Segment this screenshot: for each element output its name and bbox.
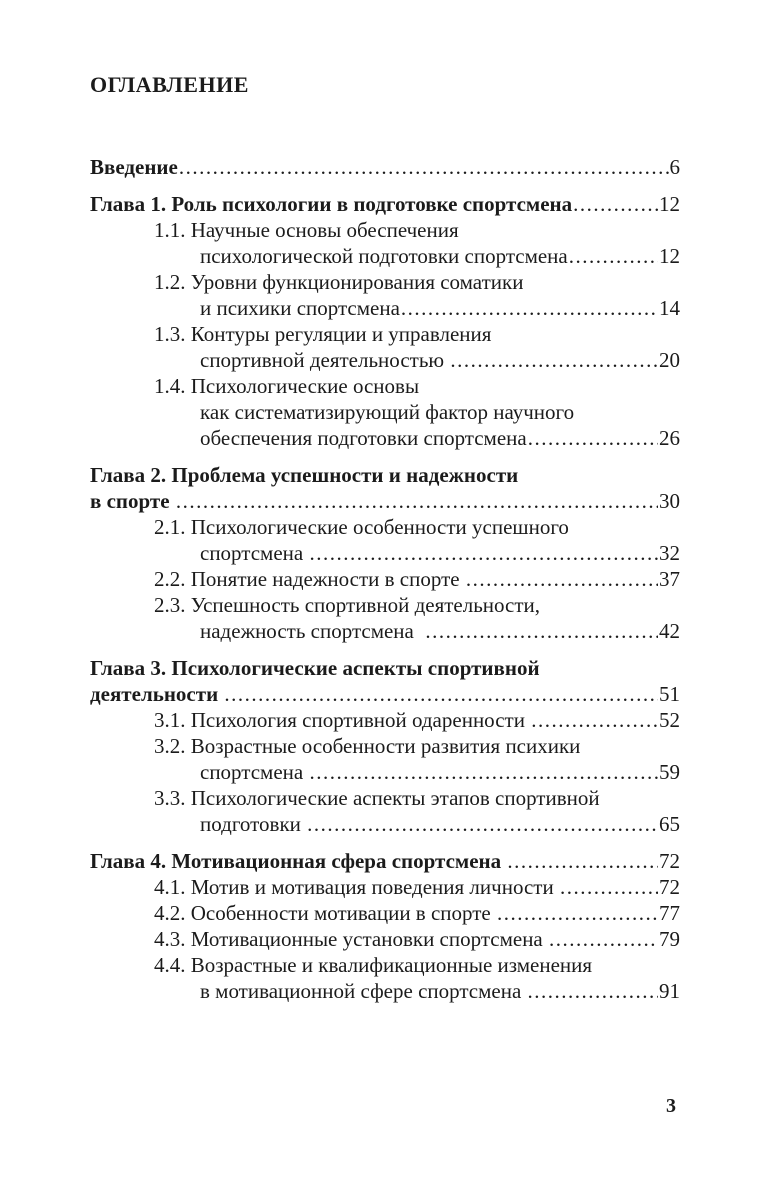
toc-entry (90, 269, 680, 321)
toc-entry-text: 1.3. Контуры регуляции и управления (154, 322, 492, 346)
toc-page-number: 6 (669, 155, 680, 179)
toc-entry (90, 566, 680, 592)
toc-entry (90, 952, 680, 1004)
toc-page-number: 72 (659, 875, 680, 899)
toc-entry (90, 707, 680, 733)
toc-entry-text: 3.1. Психология спортивной одаренности (154, 708, 531, 732)
toc-entry-text: деятельности (90, 682, 224, 706)
dot-leader (307, 811, 658, 837)
toc-entry-text: в спорте (90, 489, 175, 513)
toc-entry-text: 4.1. Мотив и мотивация поведения личности (154, 875, 559, 899)
toc-entry (90, 191, 680, 217)
toc-page-number: 30 (659, 489, 680, 513)
toc-entry (90, 655, 680, 707)
dot-leader (573, 191, 658, 217)
dot-leader (528, 978, 658, 1004)
toc-entry-text: Введение (90, 155, 178, 179)
dot-leader (528, 425, 658, 451)
toc-page-number: 42 (659, 619, 680, 643)
page-number: 3 (666, 1095, 676, 1117)
toc-page-number: 72 (659, 849, 680, 873)
toc-list (90, 154, 680, 1004)
dot-leader (425, 618, 658, 644)
toc-entry-text: 1.2. Уровни функционирования соматики (154, 270, 524, 294)
dot-leader (507, 848, 658, 874)
toc-page-number: 79 (659, 927, 680, 951)
toc-page-number: 32 (659, 541, 680, 565)
toc-page-number: 20 (659, 348, 680, 372)
toc-entry-text: подготовки (200, 812, 307, 836)
toc-entry (90, 462, 680, 514)
toc-page-number: 91 (659, 979, 680, 1003)
toc-entry (90, 321, 680, 373)
toc-entry (90, 217, 680, 269)
toc-page-number: 12 (659, 244, 680, 268)
toc-page-number: 59 (659, 760, 680, 784)
toc-entry (90, 373, 680, 451)
toc-entry-text: Глава 4. Мотивационная сфера спортсмена (90, 849, 507, 873)
toc-page-number: 37 (659, 567, 680, 591)
toc-entry-text: 4.4. Возрастные и квалификационные изменения (154, 953, 593, 977)
toc-page-number: 52 (659, 708, 680, 732)
dot-leader (450, 347, 658, 373)
toc-entry-text: 2.1. Психологические особенности успешного (154, 515, 569, 539)
dot-leader (176, 488, 658, 514)
dot-leader (309, 759, 658, 785)
dot-leader (560, 874, 658, 900)
toc-entry-text: Глава 1. Роль психологии в подготовке спортсмена (90, 192, 573, 216)
toc-entry-text: спортивной деятельностью (200, 348, 450, 372)
toc-entry-text: 1.4. Психологические основы (154, 374, 420, 398)
toc-entry-text: 3.2. Возрастные особенности развития психики (154, 734, 581, 758)
dot-leader (309, 540, 658, 566)
toc-entry-text: надежность спортсмена (200, 619, 425, 643)
toc-entry-text: 2.2. Понятие надежности в спорте (154, 567, 465, 591)
toc-entry-text: психологической подготовки спортсмена (200, 244, 568, 268)
dot-leader (549, 926, 658, 952)
toc-page-number: 26 (659, 426, 680, 450)
toc-page-number: 51 (659, 682, 680, 706)
toc-entry (90, 733, 680, 785)
toc-entry (90, 154, 680, 180)
toc-entry-text: Глава 2. Проблема успешности и надежности (90, 463, 519, 487)
dot-leader (497, 900, 658, 926)
toc-entry (90, 926, 680, 952)
toc-entry-text: 1.1. Научные основы обеспечения (154, 218, 459, 242)
toc-entry-text: в мотивационной сфере спортсмена (200, 979, 527, 1003)
toc-entry (90, 785, 680, 837)
dot-leader (569, 243, 658, 269)
dot-leader (224, 681, 658, 707)
toc-entry (90, 592, 680, 644)
toc-page-number: 77 (659, 901, 680, 925)
toc-entry-text: Глава 3. Психологические аспекты спортивной (90, 656, 540, 680)
dot-leader (179, 154, 669, 180)
toc-entry-text: спортсмена (200, 541, 309, 565)
toc-entry (90, 514, 680, 566)
toc-entry (90, 848, 680, 874)
dot-leader (466, 566, 658, 592)
toc-entry (90, 874, 680, 900)
toc-page-number: 12 (659, 192, 680, 216)
page-title: ОГЛАВЛЕНИЕ (90, 72, 249, 97)
toc-entry-text: обеспечения подготовки спортсмена (200, 426, 527, 450)
toc-entry-text: как систематизирующий фактор научного (200, 400, 575, 424)
toc-page-number: 14 (659, 296, 680, 320)
toc-entry (90, 900, 680, 926)
toc-entry-text: 4.2. Особенности мотивации в спорте (154, 901, 496, 925)
toc-entry-text: 3.3. Психологические аспекты этапов спортивной (154, 786, 600, 810)
toc-entry-text: 4.3. Мотивационные установки спортсмена (154, 927, 549, 951)
toc-entry-text: и психики спортсмена (200, 296, 400, 320)
toc-entry-text: спортсмена (200, 760, 309, 784)
dot-leader (531, 707, 658, 733)
toc-page-number: 65 (659, 812, 680, 836)
page-content (90, 72, 680, 1004)
toc-entry-text: 2.3. Успешность спортивной деятельности, (154, 593, 541, 617)
dot-leader (401, 295, 658, 321)
